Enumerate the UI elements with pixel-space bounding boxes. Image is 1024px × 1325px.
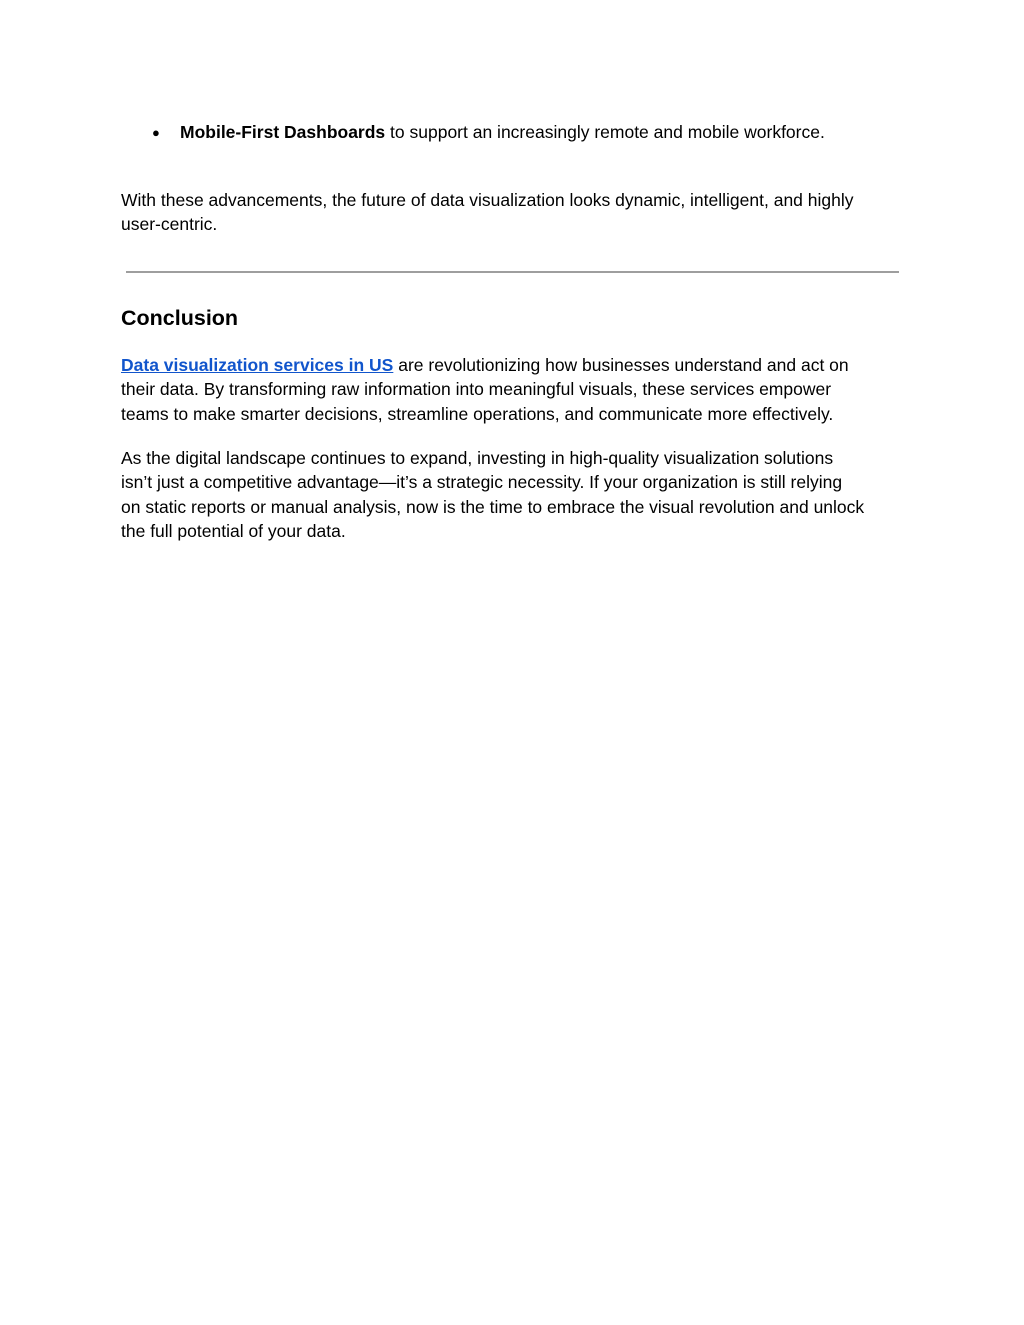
paragraph-line: the full potential of your data. xyxy=(121,520,346,541)
bullet-marker: ● xyxy=(152,125,160,140)
paragraph-line: teams to make smarter decisions, streamline operations, and communicate more effectively. xyxy=(121,403,834,424)
data-visualization-link[interactable]: Data visualization services in US xyxy=(121,355,394,375)
conclusion-paragraph-1 xyxy=(121,353,921,426)
conclusion-heading: Conclusion xyxy=(121,306,239,330)
bullet-item xyxy=(152,120,932,145)
paragraph-line-rest: are revolutionizing how businesses understand and act on xyxy=(393,355,849,375)
paragraph-line: As the digital landscape continues to expand, investing in high-quality visualization solutions xyxy=(121,448,834,468)
paragraph-line: their data. By transforming raw information into meaningful visuals, these services empower xyxy=(121,379,832,400)
bullet-rest-text: to support an increasingly remote and mobile workforce. xyxy=(385,122,825,142)
intro-line: user-centric. xyxy=(121,214,218,235)
bullet-bold-text: Mobile-First Dashboards xyxy=(180,122,386,142)
paragraph-line: on static reports or manual analysis, now is the time to embrace the visual revolution and unlock xyxy=(121,496,865,517)
paragraph-line: isn’t just a competitive advantage—it’s a strategic necessity. If your organization is still relying xyxy=(121,472,843,493)
intro-paragraph xyxy=(121,188,921,237)
horizontal-rule xyxy=(126,271,899,273)
intro-line: With these advancements, the future of data visualization looks dynamic, intelligent, and highly xyxy=(121,190,854,210)
paragraph-line xyxy=(121,353,921,377)
conclusion-paragraph-2 xyxy=(121,446,921,543)
